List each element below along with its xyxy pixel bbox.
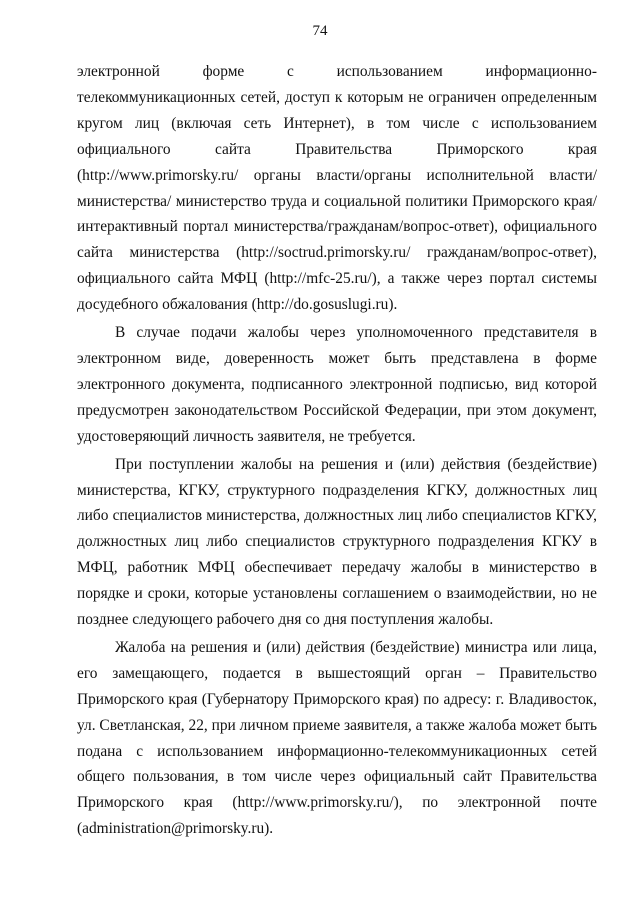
paragraph-continuation: электронной форме с использованием информационно-телекоммуникационных сетей, доступ к которым не ограничен определенным кругом лиц (включая сеть Интернет), в том числе с использованием официального сайта Правительства Приморского края (http://www.primorsky.ru/ органы власти/органы исполнительной власти/ министерства/ министерство труда и социальной политики Приморского края/интерактивный портал министерства/гражданам/вопрос-ответ), официального сайта министерства (http://soctrud.primorsky.ru/ гражданам/вопрос-ответ), официального сайта МФЦ (http://mfc-25.ru/), а также через портал системы досудебного обжалования (http://do.gosuslugi.ru). [77, 63, 597, 314]
paragraph-minister-complaint: Жалоба на решения и (или) действия (бездействие) министра или лица, его замещающего, подается в вышестоящий орган – Правительство Приморского края (Губернатору Приморского края) по адресу: г. Владивосток, ул. Светланская, 22, при личном приеме заявителя, а также жалоба может быть подана с использованием информационно-телекоммуникационных сетей общего пользования, в том числе через официальный сайт Правительства Приморского края (http://www.primorsky.ru/), по электронной почте (administration@primorsky.ru). [77, 638, 597, 838]
paragraph-mfc-complaint-transfer: При поступлении жалобы на решения и (или) действия (бездействие) министерства, КГКУ, структурного подразделения КГКУ, должностных лиц либо специалистов министерства, должностных лиц либо специалистов КГКУ, должностных лиц либо специалистов структурного подразделения КГКУ в МФЦ, работник МФЦ обеспечивает передачу жалобы в министерство в порядке и сроки, которые установлены соглашением о взаимодействии, но не позднее следующего рабочего дня со дня поступления жалобы. [77, 455, 597, 629]
page-number: 74 [312, 23, 328, 39]
document-body [77, 59, 597, 842]
paragraph-representative-complaint: В случае подачи жалобы через уполномоченного представителя в электронном виде, доверенность может быть представлена в форме электронного документа, подписанного электронной подписью, вид которой предусмотрен законодательством Российской Федерации, при этом документ, удостоверяющий личность заявителя, не требуется. [77, 324, 597, 445]
